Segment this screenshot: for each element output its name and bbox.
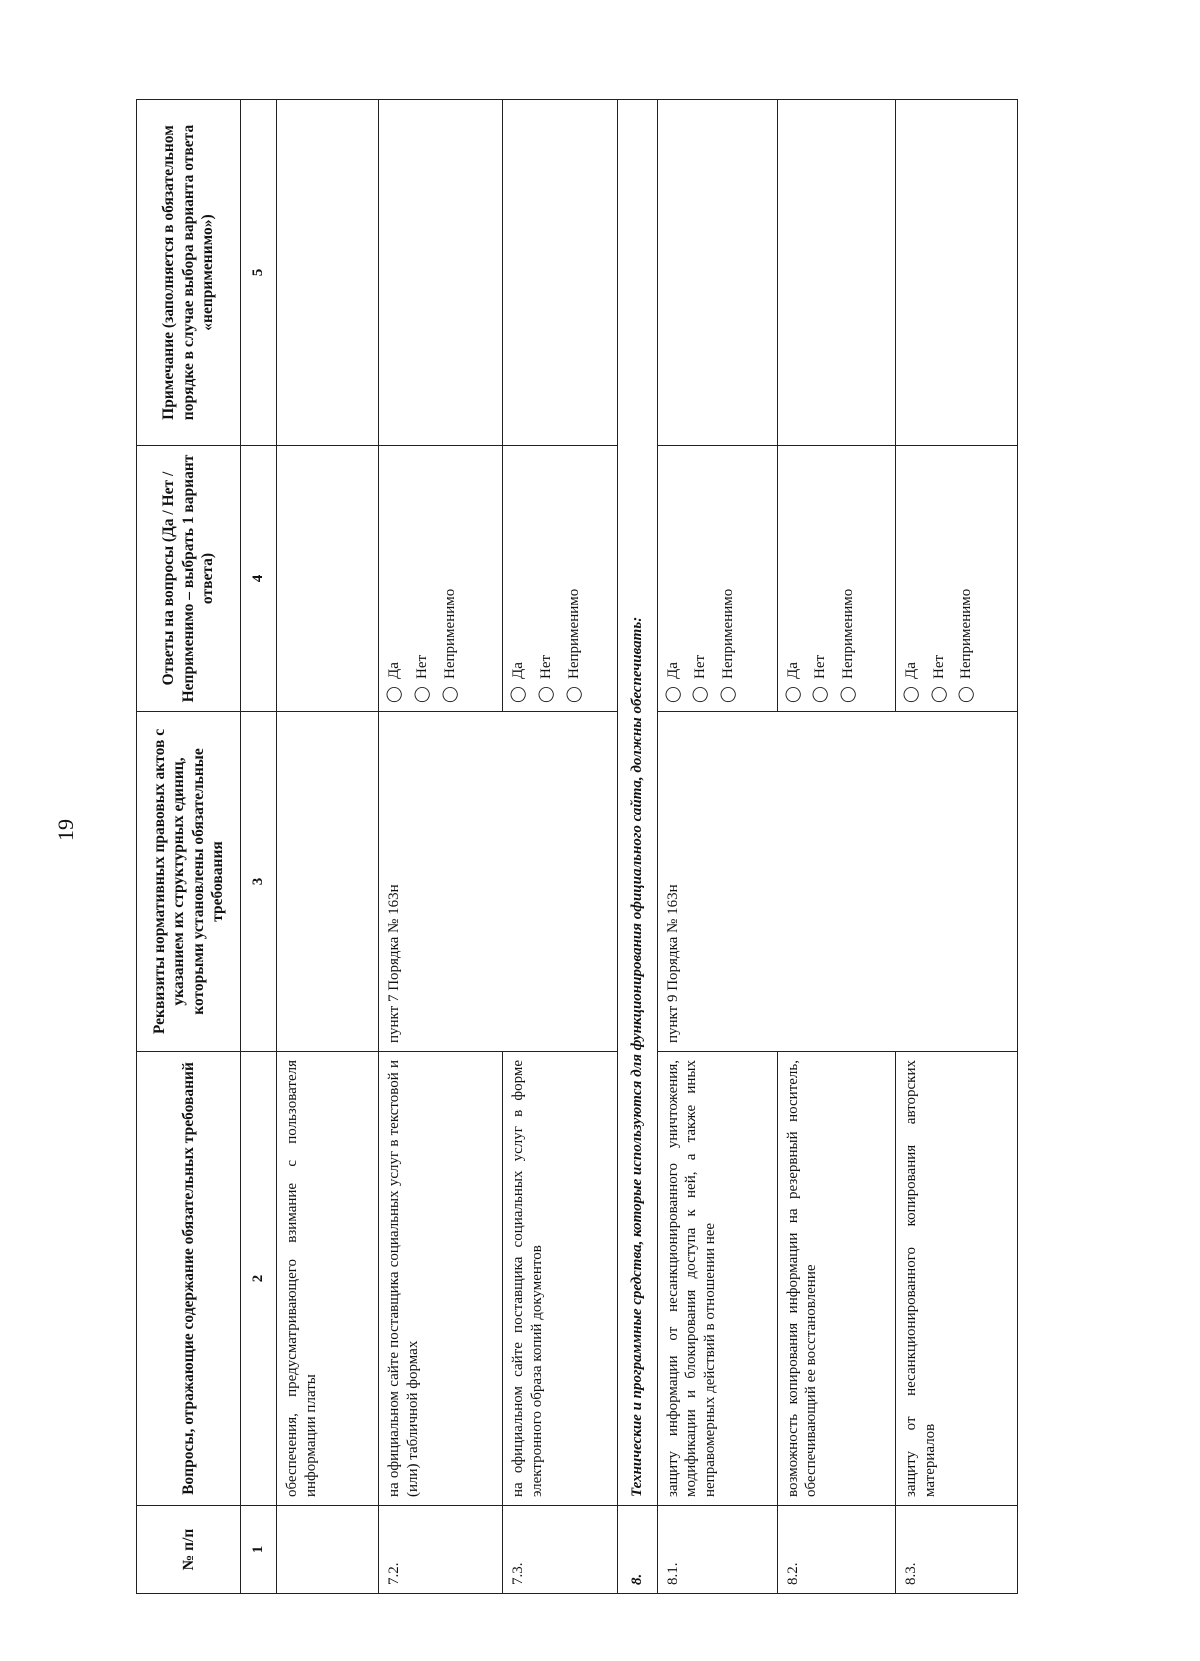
section-title: Технические и программные средства, которые используются для функционирования официального сайта, должны обеспечивать: — [617, 100, 657, 1506]
answer-option-na[interactable] — [441, 454, 460, 703]
radio-circle-icon[interactable]: ◯ — [784, 686, 801, 703]
row-answers — [895, 446, 1017, 712]
row-answers — [379, 446, 503, 712]
row-requisites: пункт 9 Порядка № 163н — [657, 712, 777, 1052]
row-question: на официальном сайте поставщика социальных услуг в текстовой и (или) табличной формах — [379, 1052, 503, 1506]
answer-option-label: Нет — [538, 654, 555, 679]
row-question: обеспечения, предусматривающего взимание с пользователя информации платы — [277, 1052, 379, 1506]
column-number: 2 — [241, 1052, 277, 1506]
row-answers — [777, 446, 895, 712]
header-requisites: Реквизиты нормативных правовых актов с указанием их структурных единиц, которыми установлены обязательные требования — [137, 712, 241, 1052]
answer-option-label: Нет — [812, 654, 829, 679]
radio-circle-icon[interactable]: ◯ — [692, 686, 709, 703]
answer-option-no[interactable] — [811, 454, 830, 703]
answer-option-label: Да — [902, 662, 919, 679]
radio-circle-icon[interactable]: ◯ — [840, 686, 857, 703]
answer-option-label: Да — [784, 662, 801, 679]
row-question: на официальном сайте поставщика социальных услуг в форме электронного образа копий документов — [503, 1052, 617, 1506]
answer-option-yes[interactable] — [385, 454, 404, 703]
answer-option-label: Да — [664, 662, 681, 679]
answer-option-no[interactable] — [930, 454, 949, 703]
answer-option-yes[interactable] — [509, 454, 528, 703]
row-note — [503, 100, 617, 446]
row-note — [379, 100, 503, 446]
answer-option-label: Да — [386, 662, 403, 679]
requirements-table-sheet — [136, 100, 1018, 1594]
row-number: 8.3. — [895, 1506, 1017, 1594]
row-answers-empty — [277, 446, 379, 712]
table-row — [379, 100, 503, 1594]
answer-option-label: Нет — [692, 654, 709, 679]
table-row — [657, 100, 777, 1594]
radio-circle-icon[interactable]: ◯ — [538, 686, 555, 703]
row-requisites — [277, 712, 379, 1052]
row-question: возможность копирования информации на резервный носитель, обеспечивающий ее восстановление — [777, 1052, 895, 1506]
answer-option-no[interactable] — [537, 454, 556, 703]
table-header-row — [137, 100, 241, 1594]
answer-option-label: Нет — [414, 654, 430, 679]
answer-option-label: Нет — [930, 654, 947, 679]
row-requisites — [777, 712, 895, 1052]
table-row — [277, 100, 379, 1594]
answer-option-label: Да — [510, 662, 527, 679]
radio-circle-icon[interactable]: ◯ — [812, 686, 829, 703]
row-requisites — [895, 712, 1017, 1052]
answer-option-label: Неприменимо — [720, 588, 737, 679]
row-requisites — [503, 712, 617, 1052]
answer-option-label: Неприменимо — [441, 588, 458, 679]
row-requisites: пункт 7 Порядка № 163н — [379, 712, 503, 1052]
table-row — [503, 100, 617, 1594]
row-note — [277, 100, 379, 446]
radio-circle-icon[interactable]: ◯ — [414, 686, 430, 703]
column-number: 1 — [241, 1506, 277, 1594]
column-number: 5 — [241, 100, 277, 446]
row-answers — [657, 446, 777, 712]
row-number: 7.2. — [379, 1506, 503, 1594]
radio-circle-icon[interactable]: ◯ — [441, 686, 458, 703]
answer-option-na[interactable] — [957, 454, 976, 703]
header-number: № п/п — [137, 1506, 241, 1594]
row-number: 7.3. — [503, 1506, 617, 1594]
answer-option-yes[interactable] — [664, 454, 683, 703]
answer-option-yes[interactable] — [784, 454, 803, 703]
answer-option-na[interactable] — [565, 454, 584, 703]
row-question: защиту от несанкционированного копирования авторских материалов — [895, 1052, 1017, 1506]
radio-circle-icon[interactable]: ◯ — [664, 686, 681, 703]
radio-circle-icon[interactable]: ◯ — [902, 686, 919, 703]
requirements-table — [136, 99, 1018, 1594]
header-note: Примечание (заполняется в обязательном порядке в случае выбора варианта ответа «неприменимо») — [137, 100, 241, 446]
row-number: 8.1. — [657, 1506, 777, 1594]
row-note — [895, 100, 1017, 446]
radio-circle-icon[interactable]: ◯ — [565, 686, 582, 703]
radio-circle-icon[interactable]: ◯ — [958, 686, 975, 703]
answer-option-yes[interactable] — [902, 454, 921, 703]
radio-circle-icon[interactable]: ◯ — [930, 686, 947, 703]
answer-option-label: Неприменимо — [958, 588, 975, 679]
radio-circle-icon[interactable]: ◯ — [510, 686, 527, 703]
header-questions: Вопросы, отражающие содержание обязательных требований — [137, 1052, 241, 1506]
radio-circle-icon[interactable]: ◯ — [386, 686, 403, 703]
section-row — [617, 100, 657, 1594]
radio-circle-icon[interactable]: ◯ — [720, 686, 737, 703]
row-question: защиту информации от несанкционированного уничтожения, модификации и блокирования доступа к ней, а также иных неправомерных действий в отношении нее — [657, 1052, 777, 1506]
table-row — [895, 100, 1017, 1594]
answer-option-na[interactable] — [719, 454, 738, 703]
answer-option-no[interactable] — [413, 454, 432, 703]
row-number — [277, 1506, 379, 1594]
section-number: 8. — [617, 1506, 657, 1594]
row-note — [657, 100, 777, 446]
column-numbers-row — [241, 100, 277, 1594]
answer-option-label: Неприменимо — [565, 588, 582, 679]
answer-option-label: Неприменимо — [840, 588, 857, 679]
row-answers — [503, 446, 617, 712]
column-number: 4 — [241, 446, 277, 712]
row-number: 8.2. — [777, 1506, 895, 1594]
row-note — [777, 100, 895, 446]
column-number: 3 — [241, 712, 277, 1052]
answer-option-na[interactable] — [839, 454, 858, 703]
page-number: 19 — [53, 819, 78, 841]
header-answers: Ответы на вопросы (Да / Нет / Неприменимо – выбрать 1 вариант ответа) — [137, 446, 241, 712]
table-row — [777, 100, 895, 1594]
answer-option-no[interactable] — [691, 454, 710, 703]
